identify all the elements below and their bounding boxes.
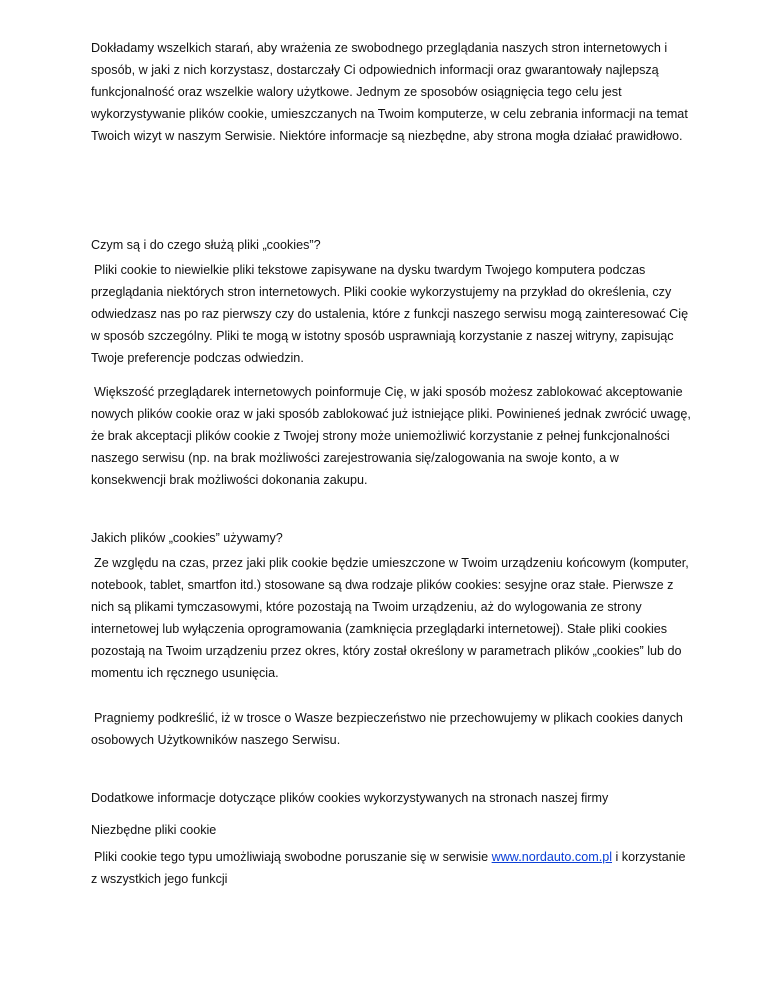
cookies-definition-paragraph: Pliki cookie to niewielkie pliki tekstowe zapisywane na dysku twardym Twojego komputera podczas przeglądania niektórych stron internetowych. Pliki cookie wykorzystujemy na przykład do określenia, czy odwiedzasz nas po raz pierwszy czy do ustalenia, które z funkcji naszego serwisu mogą zainteresować Cię w sposób szczególny. Pliki te mogą w istotny sposób usprawniają korzystanie z naszej witryny, zapisując Twoje preferencje podczas odwiedzin. — [91, 263, 689, 365]
necessary-cookies-paragraph — [91, 846, 691, 890]
subheading-necessary-cookies: Niezbędne pliki cookie — [91, 823, 217, 837]
section-heading-additional-info: Dodatkowe informacje dotyczące plików cookies wykorzystywanych na stronach naszej firmy — [91, 791, 609, 805]
security-note-paragraph: Pragniemy podkreślić, iż w trosce o Wasze bezpieczeństwo nie przechowujemy w plikach cookies danych osobowych Użytkowników naszego Serwisu. — [91, 711, 683, 747]
section-heading-what-are-cookies: Czym są i do czego służą pliki „cookies”? — [91, 238, 321, 252]
intro-paragraph: Dokładamy wszelkich starań, aby wrażenia ze swobodnego przeglądania naszych stron internetowych i sposób, w jaki z nich korzystasz, dostarczały Ci odpowiednich informacji oraz gwarantowały najlepszą funkcjonalność oraz wszelkie walory użytkowe. Jednym ze sposobów osiągnięcia tego celu jest wykorzystywanie plików cookie, umieszczanych na Twoim komputerze, w celu zebrania informacji na temat Twoich wizyt w naszym Serwisie. Niektóre informacje są niezbędne, aby strona mogła działać prawidłowo. — [91, 41, 688, 143]
necessary-cookies-text-start: Pliki cookie tego typu umożliwiają swobodne poruszanie się w serwisie — [94, 850, 492, 864]
necessary-cookies-text-end: i korzystanie z wszystkich jego funkcji — [91, 850, 686, 886]
browser-blocking-paragraph: Większość przeglądarek internetowych poinformuje Cię, w jaki sposób możesz zablokować akceptowanie nowych plików cookie oraz w jaki sposób zablokować już istniejące pliki. Powinieneś jednak zwrócić uwagę, że brak akceptacji plików cookie z Twojej strony może uniemożliwić korzystanie z pełnej funkcjonalności naszego serwisu (np. na brak możliwości zarejestrowania się/zalogowania na swoje konto, a w konsekwencji brak możliwości dokonania zakupu. — [91, 385, 691, 487]
nordauto-website-link[interactable]: www.nordauto.com.pl — [491, 850, 613, 864]
section-heading-which-cookies: Jakich plików „cookies” używamy? — [91, 531, 283, 545]
cookie-types-paragraph: Ze względu na czas, przez jaki plik cookie będzie umieszczone w Twoim urządzeniu końcowym (komputer, notebook, tablet, smartfon itd.) stosowane są dwa rodzaje plików cookies: sesyjne oraz stałe. Pierwsze z nich są plikami tymczasowymi, które pozostają na Twoim urządzeniu, aż do wylogowania ze strony internetowej lub wyłączenia oprogramowania (zamknięcia przeglądarki internetowej). Stałe pliki cookies pozostają na Twoim urządzeniu przez okres, który został określony w parametrach plików „cookies” lub do momentu ich ręcznego usunięcia. — [91, 556, 689, 680]
